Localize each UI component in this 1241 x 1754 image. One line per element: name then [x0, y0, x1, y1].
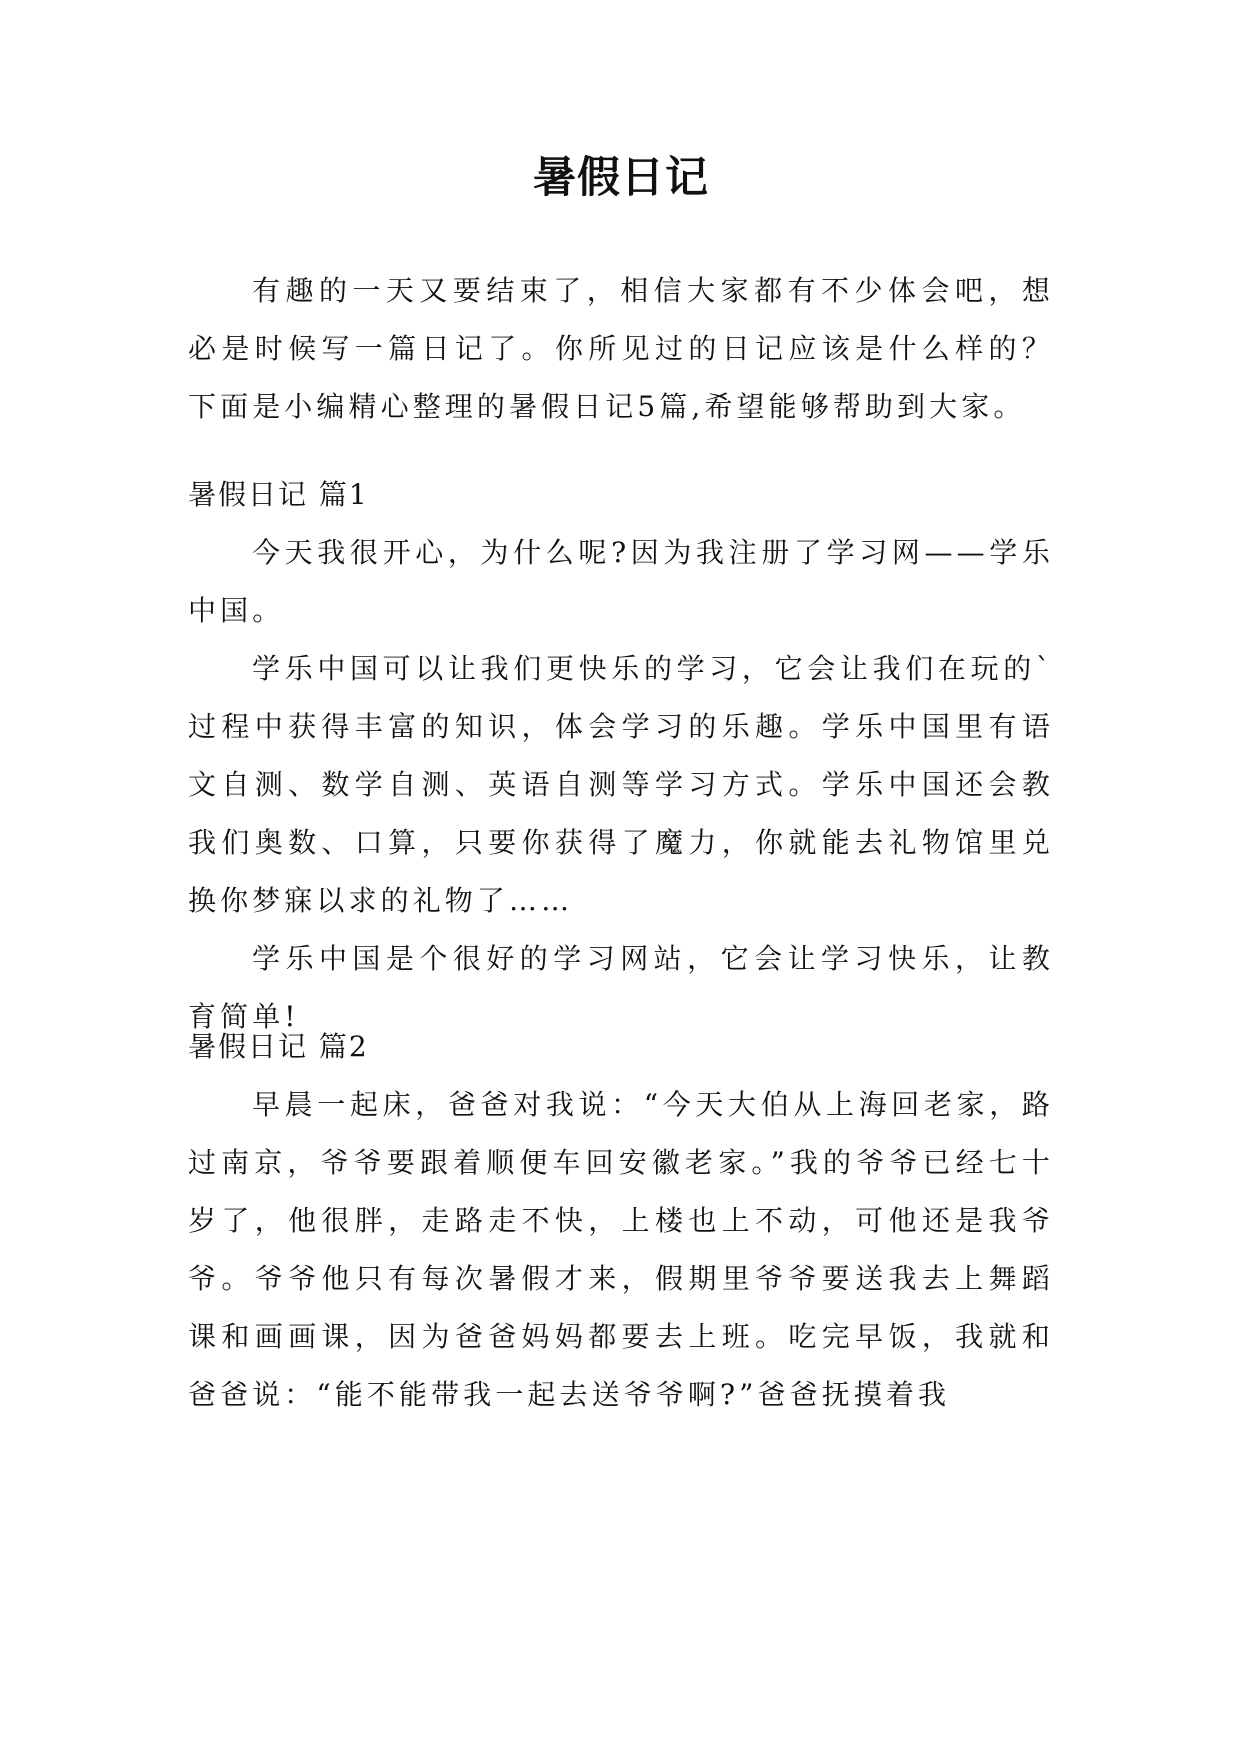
section-2 — [188, 1018, 1054, 1424]
section-1 — [188, 466, 1054, 1046]
intro-block — [188, 262, 1054, 436]
section-heading: 暑假日记 篇1 — [188, 478, 369, 511]
section-paragraph: 早晨一起床，爸爸对我说：“今天大伯从上海回老家，路过南京，爷爷要跟着顺便车回安徽老家。”我的爷爷已经七十岁了，他很胖，走路走不快，上楼也上不动，可他还是我爷爷。爷爷他只有每次暑假才来，假期里爷爷要送我去上舞蹈课和画画课，因为爸爸妈妈都要去上班。吃完早饭，我就和爸爸说：“能不能带我一起去送爷爷啊?”爸爸抚摸着我 — [188, 1088, 1054, 1411]
document-title: 暑假日记 — [533, 153, 709, 203]
section-paragraph: 学乐中国是个很好的学习网站，它会让学习快乐，让教育简单! — [188, 942, 1054, 1033]
section-paragraph: 学乐中国可以让我们更快乐的学习，它会让我们在玩的`过程中获得丰富的知识，体会学习的乐趣。学乐中国里有语文自测、数学自测、英语自测等学习方式。学乐中国还会教我们奥数、口算，只要你获得了魔力，你就能去礼物馆里兑换你梦寐以求的礼物了…… — [188, 652, 1054, 917]
intro-paragraph: 有趣的一天又要结束了，相信大家都有不少体会吧，想必是时候写一篇日记了。你所见过的日记应该是什么样的？下面是小编精心整理的暑假日记5篇,希望能够帮助到大家。 — [188, 274, 1054, 423]
section-heading: 暑假日记 篇2 — [188, 1030, 369, 1063]
section-paragraph: 今天我很开心，为什么呢?因为我注册了学习网——学乐中国。 — [188, 536, 1054, 627]
